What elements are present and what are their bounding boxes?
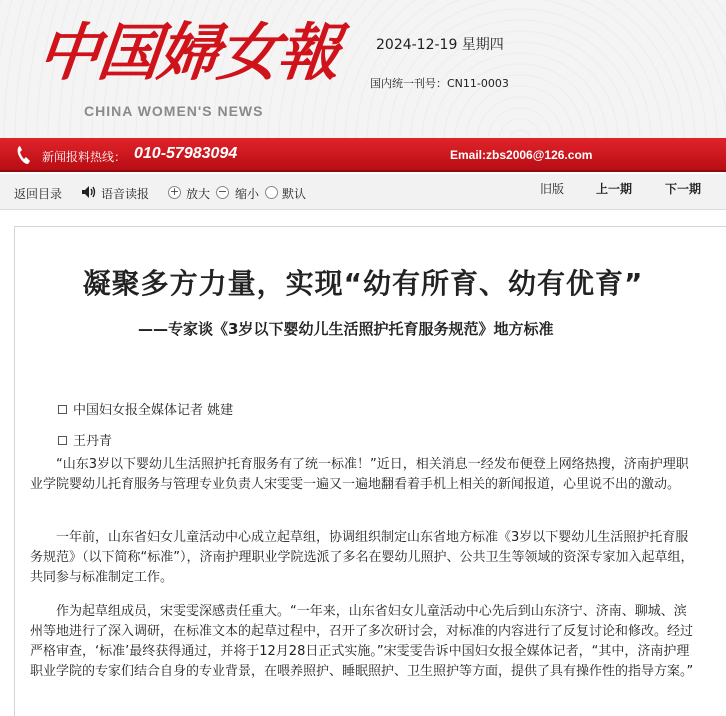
hotline-bar [0,138,726,172]
article-subtitle: ——专家谈《3岁以下婴幼儿生活照护托育服务规范》地方标准 [138,320,554,338]
zoom-in-button[interactable]: 放大 [186,187,211,201]
next-issue-link[interactable]: 下一期 [665,182,702,196]
speaker-icon[interactable] [81,185,97,199]
article-paragraph: 作为起草组成员，宋雯雯深感责任重大。“一年来，山东省妇女儿童活动中心先后到山东济宁、济南、聊城、滨州等地进行了深入调研，在标准文本的起草过程中，召开了多次研讨会，对标准的内容进行了反复讨论和修改。经过严格审查，‘标准’最终获得通过，并将于12月28日正式实施。”宋雯雯告诉中国妇女报全媒体记者，“其中，济南护理职业学院的专家们结合自身的专业背景，在喂养照护、睡眠照护、卫生照护等方面，提供了具有操作性的指导方案。” [30,604,694,679]
zoom-out-button[interactable]: 缩小 [235,187,260,201]
newspaper-logo-english: CHINA WOMEN'S NEWS [84,103,264,119]
reader-toolbar [0,174,726,210]
bullet-box-icon [58,405,67,414]
newspaper-logo[interactable]: 中国婦女報 [34,16,342,89]
bullet-box-icon [58,436,67,445]
byline-reporter [58,399,233,418]
issn-number: 国内统一刊号：CN11-0003 [370,77,509,90]
voice-read-button[interactable]: 语音读报 [101,187,150,201]
issue-date: 2024-12-19 星期四 [376,37,504,53]
zoom-out-icon[interactable]: − [217,185,228,198]
article-paragraph: 一年前，山东省妇女儿童活动中心成立起草组，协调组织制定山东省地方标准《3岁以下婴幼儿生活照护托育服务规范》（以下简称“标准”），济南护理职业学院选派了多名在婴幼儿照护、公共卫生等领域的资深专家加入起草组，共同参与标准制定工作。 [30,530,694,585]
masthead [0,0,726,138]
previous-issue-link[interactable]: 上一期 [596,182,633,196]
byline-reporter-2-text: 王丹青 [73,434,113,449]
article-title: 凝聚多方力量，实现“幼有所育、幼有优育” [82,267,644,300]
old-version-link[interactable]: 旧版 [540,182,565,196]
article-paragraph: “山东3岁以下婴幼儿生活照护托育服务有了统一标准！”近日，相关消息一经发布便登上网络热搜，济南护理职业学院婴幼儿托育服务与管理专业负责人宋雯雯一遍又一遍地翻看着手机上相关的新闻报道，心里说不出的激动。 [30,457,689,492]
byline-reporter-2 [58,430,112,449]
default-size-radio[interactable] [265,186,278,199]
zoom-in-icon[interactable]: + [169,185,180,198]
back-to-contents-link[interactable]: 返回目录 [14,187,63,201]
byline-reporter-text: 中国妇女报全媒体记者 姚建 [73,403,234,418]
default-size-button[interactable]: 默认 [282,187,307,201]
phone-icon [16,144,32,166]
contact-email[interactable]: Email:zbs2006@126.com [450,148,593,162]
hotline-number: 010-57983094 [134,145,238,162]
hotline-label: 新闻报料热线： [42,150,127,164]
